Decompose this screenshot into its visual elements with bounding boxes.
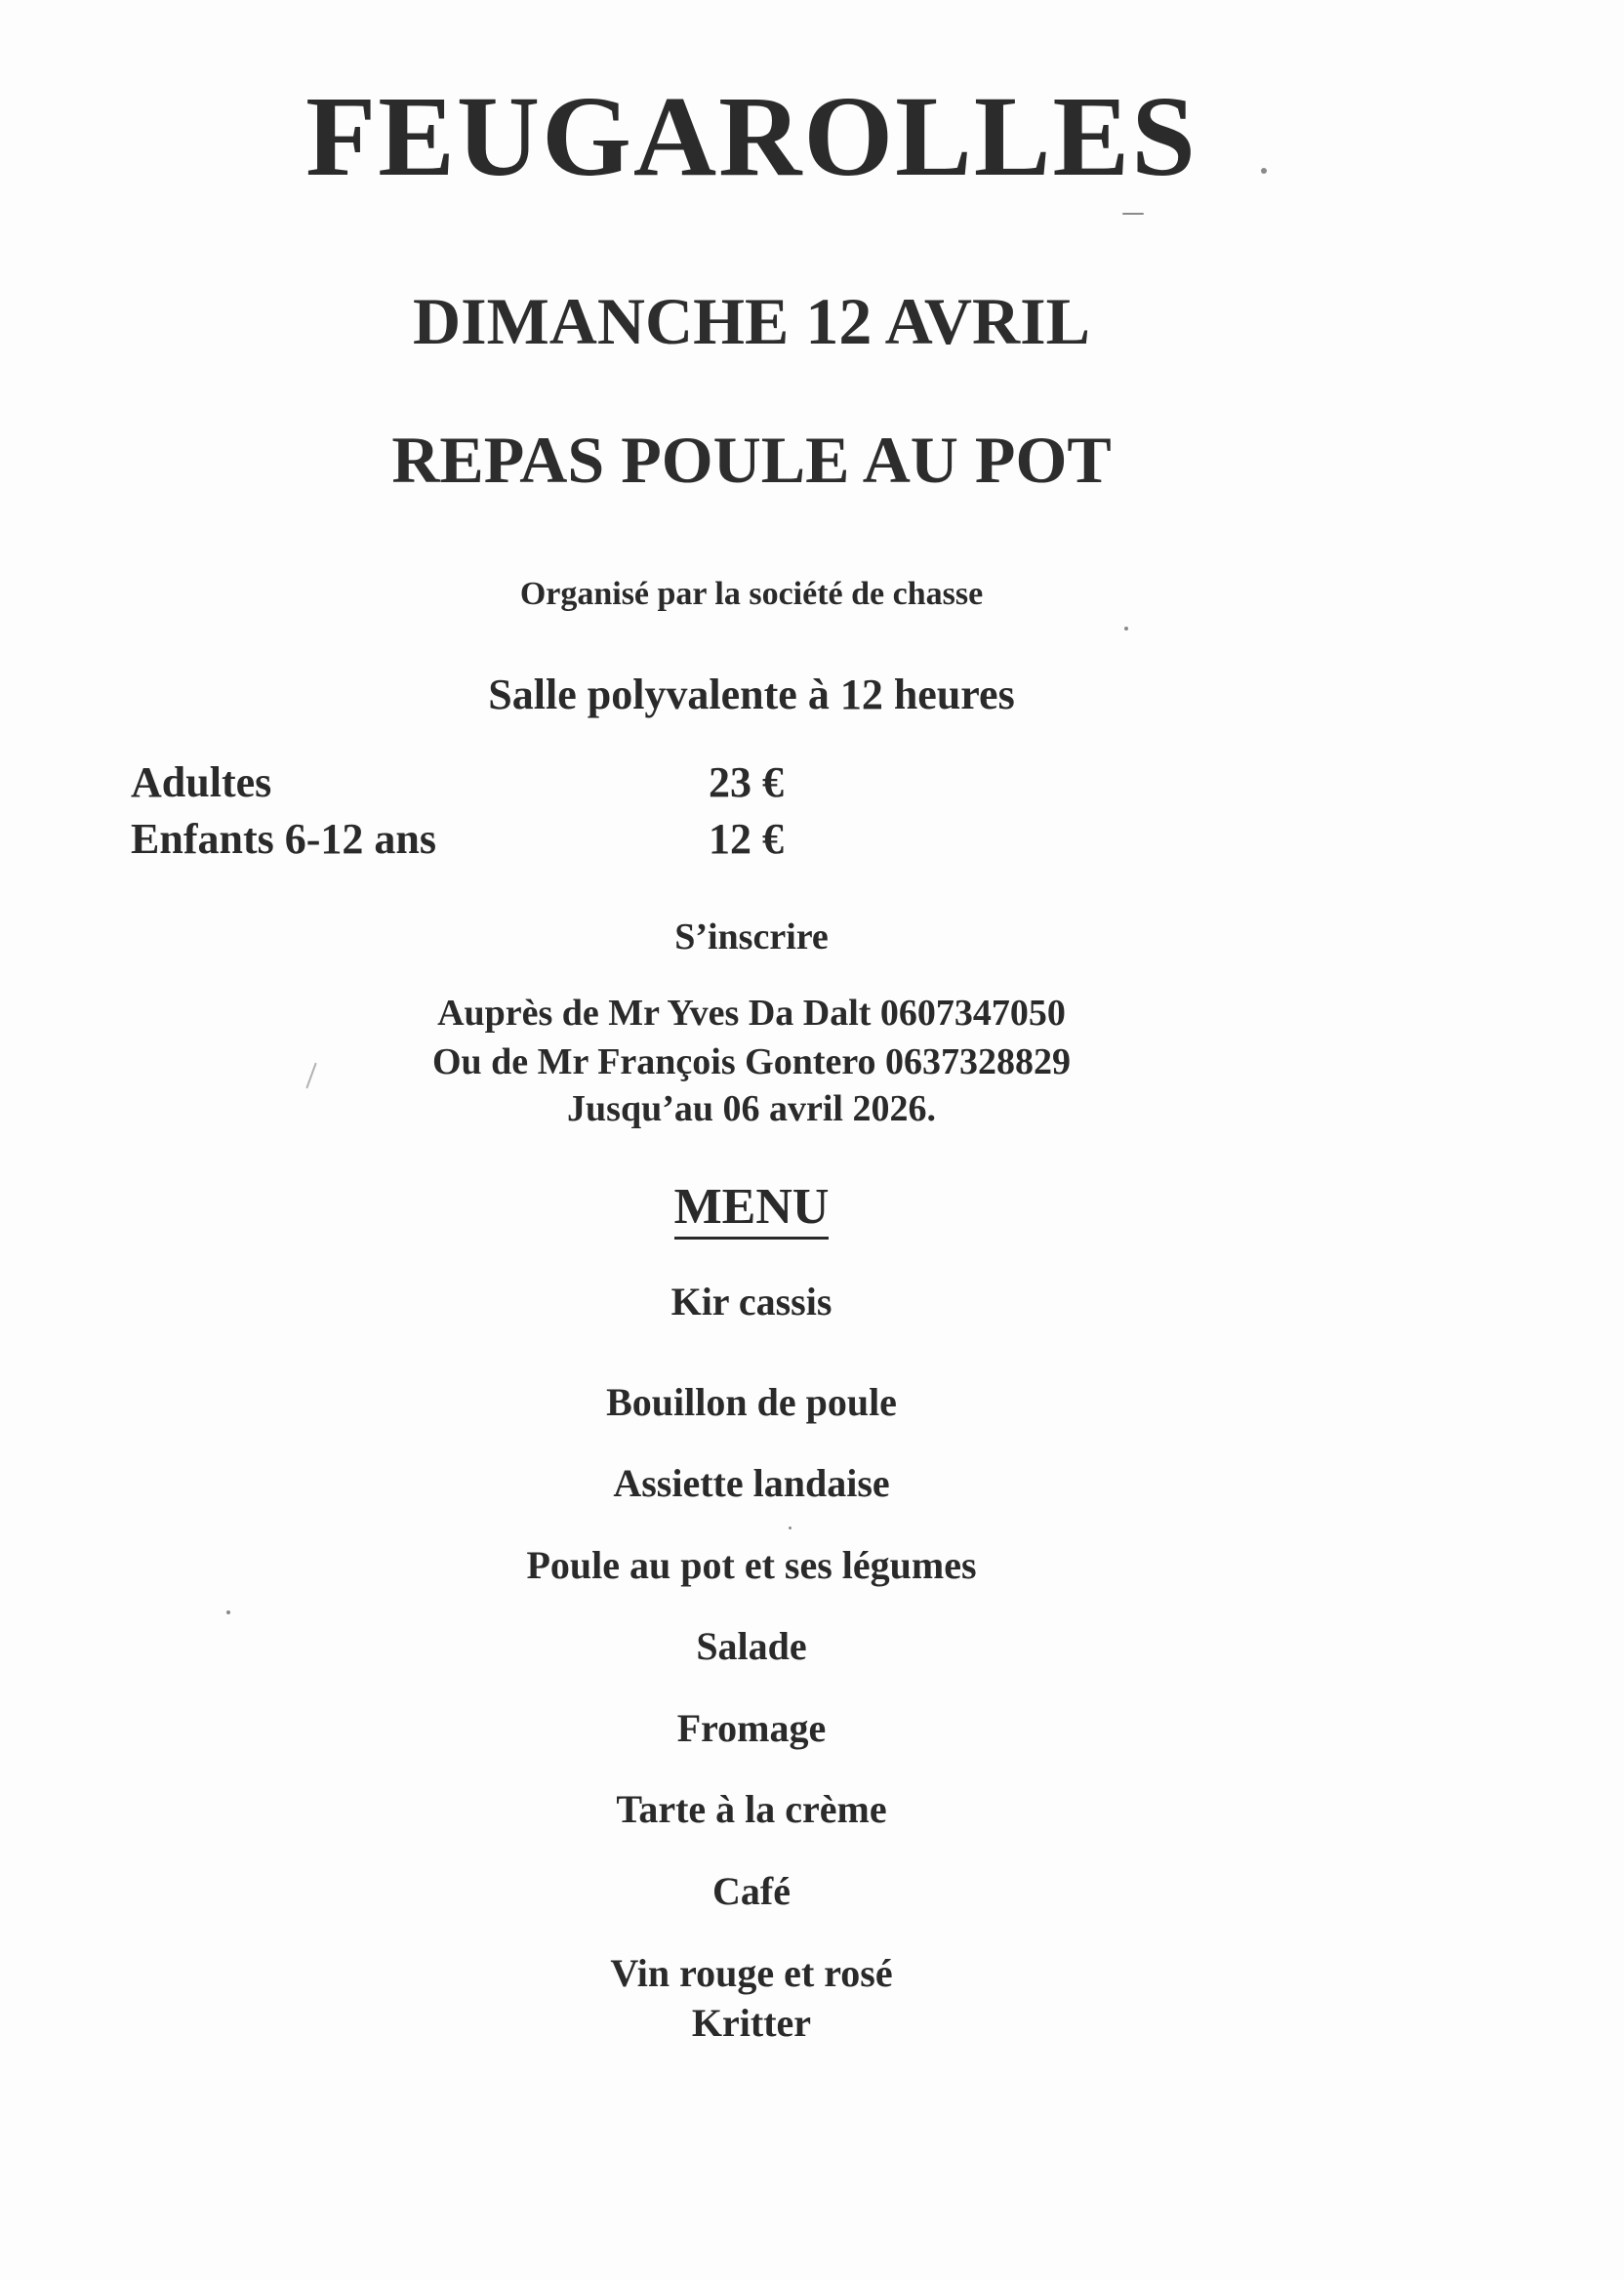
menu-item: Poule au pot et ses légumes [526, 1543, 977, 1587]
registration-deadline: Jusqu’au 06 avril 2026. [567, 1088, 936, 1129]
scan-speck [1124, 627, 1128, 631]
registration-heading: S’inscrire [674, 916, 829, 957]
organizer-text: Organisé par la société de chasse [519, 576, 984, 612]
registration-contact-1: Auprès de Mr Yves Da Dalt 0607347050 [437, 993, 1066, 1034]
scan-speck [1122, 213, 1144, 215]
menu-item: Café [712, 1869, 791, 1913]
menu-item: Assiette landaise [613, 1461, 890, 1505]
event-name: REPAS POULE AU POT [391, 423, 1112, 497]
price-label-adults: Adultes [131, 758, 272, 806]
event-date: DIMANCHE 12 AVRIL [413, 284, 1090, 358]
scan-speck [1261, 168, 1267, 174]
menu-heading-text: MENU [674, 1179, 830, 1240]
price-value-adults: 23 € [709, 758, 784, 806]
page-title: FEUGAROLLES [305, 72, 1198, 200]
scan-speck [789, 1527, 792, 1529]
menu-item: Bouillon de poule [606, 1380, 897, 1424]
menu-heading [0, 1178, 1503, 1236]
menu-item: Kritter [691, 2001, 812, 2045]
menu-item: Tarte à la crème [616, 1787, 887, 1831]
venue-text: Salle polyvalente à 12 heures [488, 671, 1015, 718]
menu-item: Kir cassis [670, 1280, 832, 1323]
scan-speck [226, 1610, 230, 1614]
menu-item: Fromage [676, 1706, 827, 1750]
menu-item: Salade [696, 1624, 807, 1668]
price-label-children: Enfants 6-12 ans [131, 815, 436, 863]
registration-contact-2: Ou de Mr François Gontero 0637328829 [431, 1041, 1072, 1082]
menu-item: Vin rouge et rosé [610, 1951, 893, 1995]
price-value-children: 12 € [709, 815, 784, 863]
